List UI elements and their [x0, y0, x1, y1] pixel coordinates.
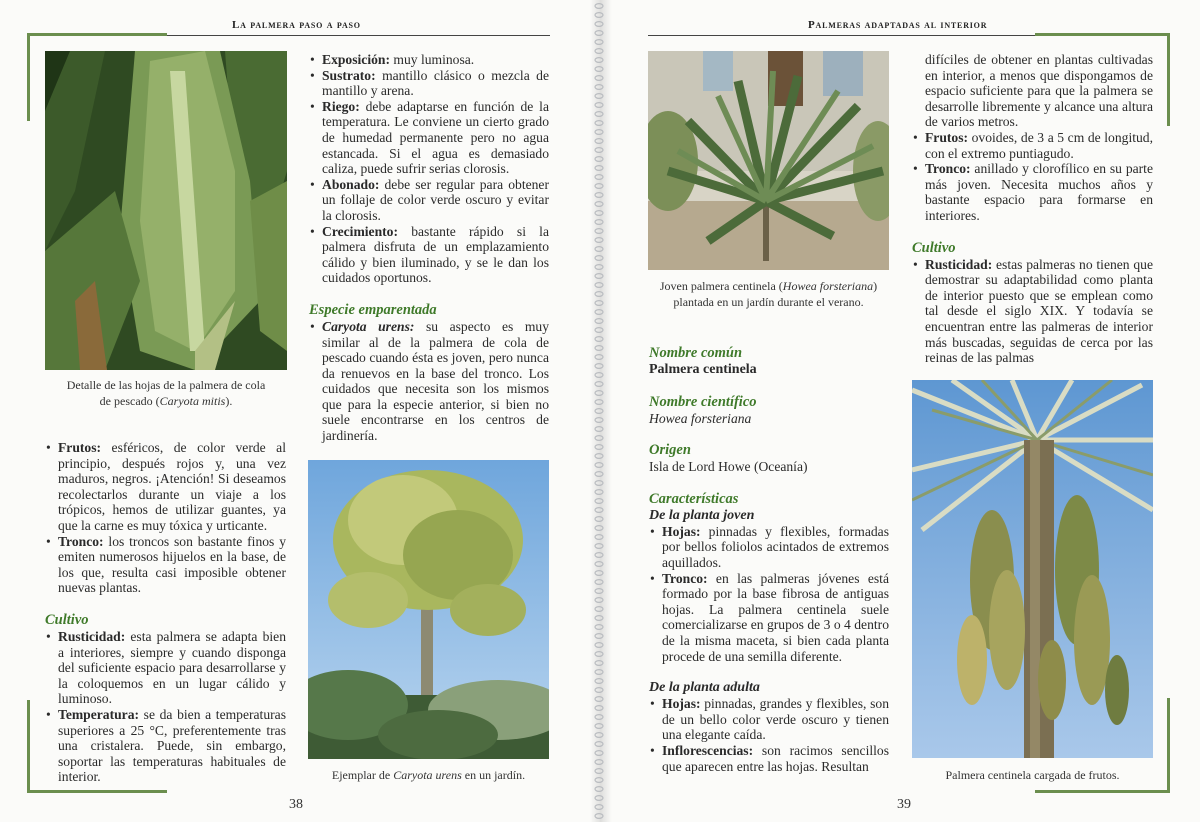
section-heading: Cultivo [45, 611, 89, 628]
spiral-loop [595, 544, 603, 549]
spiral-loop [595, 643, 603, 648]
spiral-loop [595, 751, 603, 756]
spiral-loop [595, 94, 603, 99]
spiral-loop [595, 175, 603, 180]
spiral-loop [595, 553, 603, 558]
spiral-loop [595, 787, 603, 792]
spiral-loop [595, 112, 603, 117]
spiral-loop [595, 184, 603, 189]
right-column-2 [912, 52, 1153, 366]
spiral-loop [595, 355, 603, 360]
right-page [600, 0, 1200, 822]
spiral-loop [595, 67, 603, 72]
origin-value: Isla de Lord Howe (Oceanía) [649, 459, 808, 475]
spiral-loop [595, 220, 603, 225]
page-number: 38 [289, 797, 303, 812]
spiral-loop [595, 598, 603, 603]
list-item: • Tronco: los troncos son bastante finos y emiten numerosos hijuelos en la base, de los que, resulta casi imposible obtener nuevas plantas. [45, 534, 286, 596]
section-heading: Cultivo [912, 239, 956, 256]
spiral-loop [595, 760, 603, 765]
spiral-loop [595, 373, 603, 378]
spiral-loop [595, 409, 603, 414]
photo-caption: Detalle de las hojas de la palmera de cola de pescado (Caryota mitis). [66, 378, 266, 408]
spiral-loop [595, 706, 603, 711]
frame-corner-bottom [27, 790, 167, 793]
spiral-loop [595, 58, 603, 63]
frame-corner-bottom [27, 700, 30, 793]
spiral-loop [595, 427, 603, 432]
section-heading: Características [649, 490, 739, 507]
spiral-loop [595, 436, 603, 441]
frame-corner-bottom [1167, 698, 1170, 793]
spiral-loop [595, 319, 603, 324]
spiral-loop [595, 652, 603, 657]
spiral-loop [595, 571, 603, 576]
list-item: • Tronco: en las palmeras jóvenes está formado por la base fibrosa de antiguas hojas. La palmera centinela suele comercializarse en grupos de 3 o 4 dentro de la misma maceta, si bien cada planta procede de una semilla diferente. [649, 571, 889, 665]
spiral-loop [595, 22, 603, 27]
subsection-heading: De la planta joven [649, 507, 755, 523]
scientific-name: Howea forsteriana [649, 410, 752, 426]
spiral-loop [595, 4, 603, 9]
spiral-loop [595, 157, 603, 162]
spiral-loop [595, 616, 603, 621]
spiral-loop [595, 328, 603, 333]
spiral-loop [595, 130, 603, 135]
spiral-loop [595, 445, 603, 450]
spiral-loop [595, 247, 603, 252]
photo-caryota-mitis-leaves [45, 51, 287, 370]
left-column-1 [45, 440, 286, 785]
photo-howea-young [648, 51, 889, 270]
list-item: • Hojas: pinnadas, grandes y flexibles, son de un bello color verde oscuro y tienen una elegante caída. [649, 696, 889, 743]
list-item: • Hojas: pinnadas y flexibles, formadas por bellos foliolos acintados de extremos aquillados. [649, 524, 889, 571]
right-column-1 [649, 345, 889, 774]
photo-caption: Ejemplar de Caryota urens en un jardín. [331, 768, 526, 782]
spiral-loop [595, 274, 603, 279]
spiral-loop [595, 85, 603, 90]
spiral-loop [595, 769, 603, 774]
spiral-loop [595, 310, 603, 315]
frame-corner-top [1167, 33, 1170, 126]
spiral-loop [595, 418, 603, 423]
spiral-loop [595, 148, 603, 153]
spiral-loop [595, 679, 603, 684]
spiral-loop [595, 715, 603, 720]
subsection-heading: De la planta adulta [649, 680, 760, 696]
spiral-loop [595, 517, 603, 522]
spiral-loop [595, 139, 603, 144]
section-heading: Nombre científico [649, 393, 757, 410]
running-head-right: Palmeras adaptadas al interior [808, 19, 988, 31]
spiral-loop [595, 211, 603, 216]
frame-corner-top [27, 33, 30, 121]
spiral-loop [595, 382, 603, 387]
spiral-loop [595, 238, 603, 243]
spiral-loop [595, 625, 603, 630]
photo-caryota-urens-tree [308, 460, 549, 759]
spiral-loop [595, 481, 603, 486]
spiral-loop [595, 508, 603, 513]
spiral-loop [595, 733, 603, 738]
spiral-loop [595, 670, 603, 675]
list-item: • Rusticidad: estas palmeras no tienen que demostrar su adaptabilidad como planta de interior puesto que se emplean como tal desde el siglo XIX. Y todavía se encuentran entre las palmeras de interior más buscadas, seguidas de cerca por las reinas de las palmas [912, 257, 1153, 366]
spiral-loop [595, 121, 603, 126]
spiral-loop [595, 292, 603, 297]
list-item: • Temperatura: se da bien a temperaturas superiores a 25 °C, preferentemente tras una cristalera. Puede, sin embargo, soportar las temperaturas habituales de interior. [45, 707, 286, 785]
spiral-loop [595, 562, 603, 567]
spiral-loop [595, 202, 603, 207]
spiral-binding [593, 0, 605, 822]
spiral-loop [595, 688, 603, 693]
spiral-loop [595, 805, 603, 810]
spiral-loop [595, 265, 603, 270]
spiral-loop [595, 661, 603, 666]
frame-corner-top [1035, 33, 1170, 36]
spiral-loop [595, 814, 603, 819]
spiral-loop [595, 490, 603, 495]
section-heading: Nombre común [649, 345, 743, 361]
spiral-loop [595, 337, 603, 342]
continued-paragraph: difíciles de obtener en plantas cultivadas en interior, a menos que dispongamos de espacio suficiente para que la palmera se desarrolle libremente y alcance una altura de varios metros. [925, 52, 1153, 130]
spiral-loop [595, 391, 603, 396]
spiral-loop [595, 103, 603, 108]
running-head-left: La palmera paso a paso [232, 19, 361, 31]
photo-caption: Palmera centinela cargada de frutos. [945, 768, 1120, 782]
list-item: • Exposición: muy luminosa. [309, 52, 549, 68]
spiral-loop [595, 49, 603, 54]
spiral-loop [595, 166, 603, 171]
list-item: • Sustrato: mantillo clásico o mezcla de mantillo y arena. [309, 68, 549, 99]
spiral-loop [595, 589, 603, 594]
spiral-loop [595, 634, 603, 639]
spiral-loop [595, 31, 603, 36]
spiral-loop [595, 346, 603, 351]
list-item: • Tronco: anillado y clorofílico en su parte más joven. Necesita muchos años y bastante espacio para formarse en interiores. [912, 161, 1153, 223]
list-item: • Frutos: ovoides, de 3 a 5 cm de longitud, con el extremo puntiagudo. [912, 130, 1153, 161]
spiral-loop [595, 796, 603, 801]
spiral-loop [595, 472, 603, 477]
photo-howea-fruits [912, 380, 1153, 758]
spiral-loop [595, 607, 603, 612]
list-item: • Inflorescencias: son racimos sencillos que aparecen entre las hojas. Resultan [649, 743, 889, 774]
spiral-loop [595, 13, 603, 18]
spiral-loop [595, 463, 603, 468]
section-heading: Origen [649, 442, 691, 459]
spiral-loop [595, 256, 603, 261]
spiral-loop [595, 229, 603, 234]
spiral-loop [595, 40, 603, 45]
spiral-loop [595, 301, 603, 306]
spiral-loop [595, 526, 603, 531]
photo-caption: Joven palmera centinela (Howea forsteriana) plantada en un jardín durante el verano. [659, 279, 878, 309]
spiral-loop [595, 724, 603, 729]
spiral-loop [595, 454, 603, 459]
spiral-loop [595, 76, 603, 81]
list-item: • Rusticidad: esta palmera se adapta bien a interiores, siempre y cuando disponga del suficiente espacio para desarrollarse y la coloquemos en un lugar cálido y luminoso. [45, 629, 286, 707]
spiral-loop [595, 580, 603, 585]
spiral-loop [595, 193, 603, 198]
spiral-loop [595, 364, 603, 369]
list-item: • Caryota urens: su aspecto es muy similar al de la palmera de cola de pescado cuando ésta es joven, pero nunca da renuevos en la base del tronco. Los cuidados que necesita son los mismos que para la especie anterior, si bien no suele encontrarse en los centros de jardinería. [309, 319, 549, 444]
list-item: • Frutos: esféricos, de color verde al principio, después rojos y, una vez maduros, negros. ¡Atención! Si deseamos recolectarlos durante un viaje a los trópicos, hemos de utilizar guantes, ya que la carne es muy tóxica y urticante. [45, 440, 286, 534]
frame-corner-top [27, 33, 167, 36]
page-number: 39 [897, 797, 911, 812]
left-column-2 [309, 52, 549, 444]
spiral-loop [595, 400, 603, 405]
list-item: • Crecimiento: bastante rápido si la palmera disfruta de un emplazamiento cálido y bien iluminado, y se le dan los cuidados oportunos. [309, 224, 549, 286]
spiral-loop [595, 778, 603, 783]
frame-corner-bottom [1035, 790, 1170, 793]
spiral-loop [595, 697, 603, 702]
section-heading: Especie emparentada [309, 301, 437, 318]
spiral-loop [595, 742, 603, 747]
spiral-loop [595, 499, 603, 504]
list-item: • Abonado: debe ser regular para obtener un follaje de color verde oscuro y evitar la clorosis. [309, 177, 549, 224]
common-name: Palmera centinela [649, 362, 757, 377]
spiral-loop [595, 535, 603, 540]
spiral-loop [595, 283, 603, 288]
list-item: • Riego: debe adaptarse en función de la temperatura. Le conviene un cierto grado de humedad permanente pero no agua estancada. Si el agua es demasiado caliza, puede sufrir serias clorosis. [309, 99, 549, 177]
